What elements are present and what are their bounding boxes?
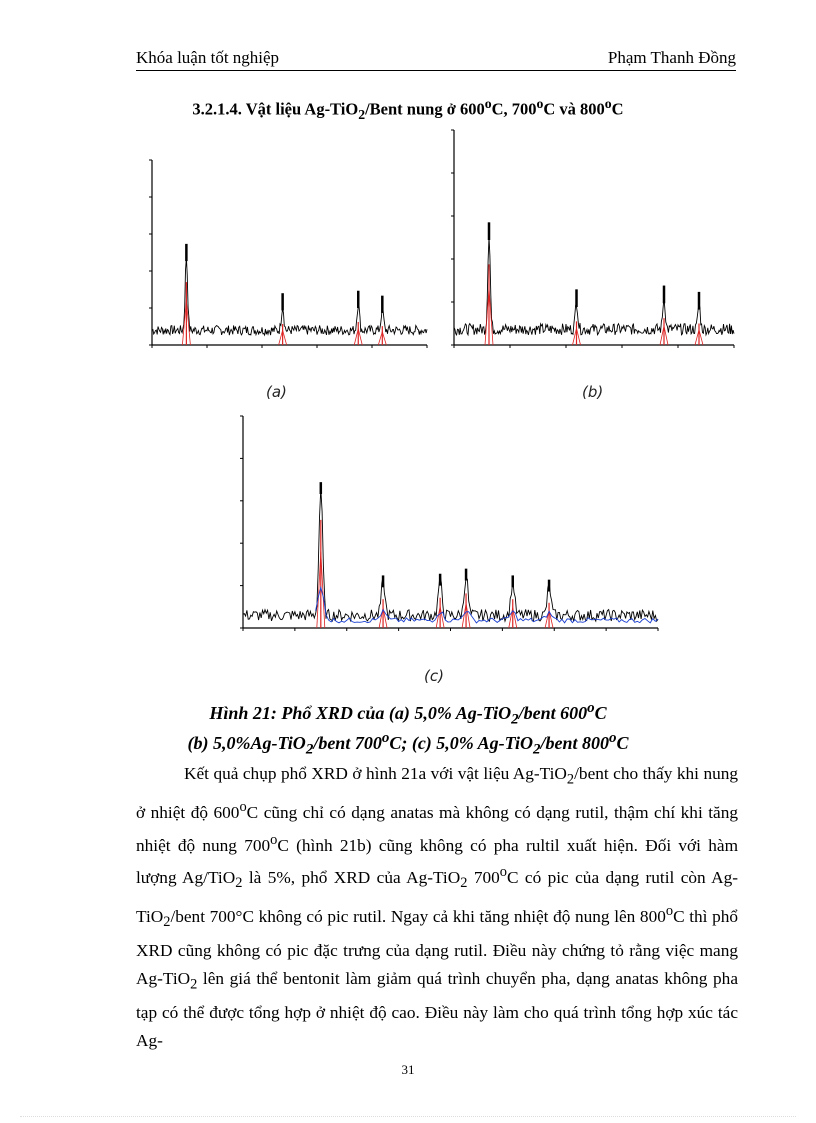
xrd-plot-c	[215, 408, 665, 658]
xrd-chart-a	[138, 155, 433, 370]
xrd-plot-b	[440, 125, 740, 375]
spectrum-line	[152, 258, 427, 335]
figure-caption-line1: Hình 21: Phổ XRD của (a) 5,0% Ag-TiO$_2$/bent 600$^o$C	[209, 700, 607, 728]
panel-label-a: (a)	[266, 383, 287, 401]
xrd-chart-b	[440, 125, 740, 375]
header-left: Khóa luận tốt nghiệp	[136, 48, 280, 67]
spectrum-line	[454, 237, 734, 335]
peak-fit	[283, 330, 287, 345]
panel-label-c: (c)	[424, 667, 444, 685]
peak-fit	[358, 329, 362, 345]
section-title: 3.2.1.4. Vật liệu Ag-TiO$_2$/Bent nung ở 600$^o$C, 700$^o$C và 800$^o$C	[192, 96, 624, 122]
spectrum-line-secondary	[316, 588, 658, 623]
footer-rule	[20, 1116, 796, 1117]
page-number: 31	[401, 1062, 415, 1077]
xrd-chart-c	[215, 408, 665, 658]
peak-fit	[466, 604, 470, 628]
figure-caption-line2: (b) 5,0%Ag-TiO$_2$/bent 700$^o$C; (c) 5,0% Ag-TiO$_2$/bent 800$^o$C	[187, 730, 629, 758]
header-right: Phạm Thanh Đồng	[607, 48, 736, 67]
page-header	[136, 48, 736, 71]
panel-label-b: (b)	[582, 383, 604, 401]
spectrum-line	[243, 488, 658, 621]
body-paragraph: Kết quả chụp phổ XRD ở hình 21a với vật liệu Ag-TiO$_2$/bent cho thấy khi nung ở nhiệt độ 600$^o$C cũng chỉ có dạng anatas mà không có dạng rutil, thậm chí khi tăng nhiệt độ nung 700$^o$C (hình 21b) cũng không có pha rultil xuất hiện. Đối với hàm lượng Ag/TiO$_2$ là 5%, phổ XRD của Ag-TiO$_2$ 700$^o$C có pic của dạng rutil còn Ag-TiO$_2$/bent 700°C không có pic rutil. Ngay cả khi tăng nhiệt độ nung lên 800$^o$C thì phổ XRD cũng không có pic đặc trưng của dạng rutil. Điều này chứng tỏ rằng việc mang Ag-TiO$_2$ lên giá thể bentonit làm giảm quá trình chuyển pha, dạng anatas không pha tạp có thể được tổng hợp ở nhiệt độ cao. Điều này làm cho quá trình tổng hợp xúc tác Ag-	[136, 764, 739, 1050]
peak-fit	[382, 332, 386, 345]
xrd-plot-a	[138, 155, 433, 370]
